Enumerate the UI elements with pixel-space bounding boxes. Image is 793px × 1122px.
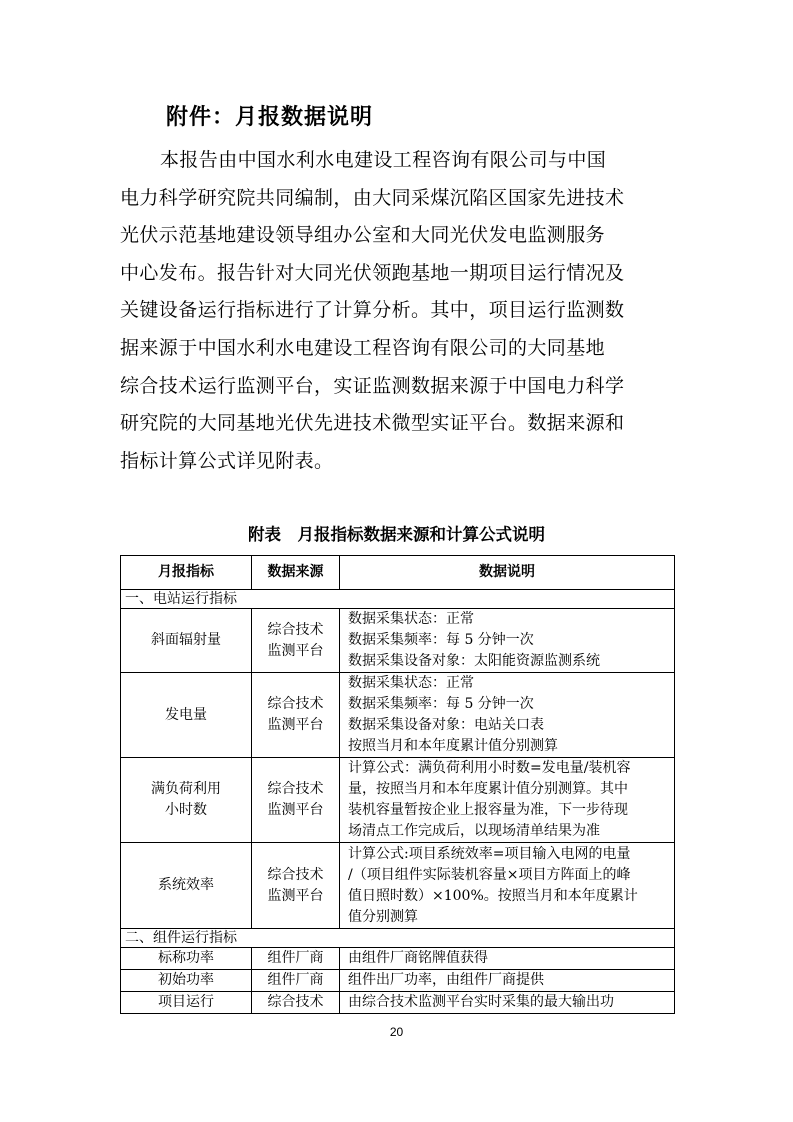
- table-title: 附表 月报指标数据来源和计算公式说明: [248, 525, 545, 544]
- table-header-row: [121, 556, 675, 590]
- source-cell: 综合技术: [252, 992, 340, 1014]
- indicator-cell: 初始功率: [121, 970, 252, 992]
- appendix-heading: 附件：月报数据说明: [166, 105, 374, 130]
- indicator-cell: 项目运行: [121, 992, 252, 1014]
- page-number: 20: [389, 1025, 404, 1039]
- table-row: [121, 970, 675, 992]
- paragraph-line: 研究院的大同基地光伏先进技术微型实证平台。数据来源和: [120, 412, 625, 435]
- indicator-cell: 发电量: [121, 673, 252, 758]
- indicator-cell: 斜面辐射量: [121, 609, 252, 673]
- description-cell: 数据采集状态：正常 数据采集频率：每 5 分钟一次 数据采集设备对象：电站关口表 按照当月和本年度累计值分别测算: [340, 673, 675, 758]
- description-cell: 计算公式：满负荷利用小时数=发电量/装机容 量，按照当月和本年度累计值分别测算。其中 装机容量暂按企业上报容量为准，下一步待现 场清点工作完成后，以现场清单结果为准: [340, 758, 675, 843]
- source-cell: 综合技术 监测平台: [252, 673, 340, 758]
- description-cell: 由组件厂商铭牌值获得: [340, 948, 675, 970]
- description-cell: 计算公式:项目系统效率=项目输入电网的电量 /（项目组件实际装机容量×项目方阵面上的峰 值日照时数）×100%。按照当月和本年度累计 值分别测算: [340, 843, 675, 929]
- indicator-cell: 标称功率: [121, 948, 252, 970]
- paragraph-line: 电力科学研究院共同编制，由大同采煤沉陷区国家先进技术: [120, 186, 625, 209]
- table-row: [121, 673, 675, 758]
- paragraph-line: 光伏示范基地建设领导组办公室和大同光伏发电监测服务: [120, 224, 606, 247]
- section-row: [121, 590, 675, 609]
- source-cell: 综合技术 监测平台: [252, 843, 340, 929]
- description-cell: 由综合技术监测平台实时采集的最大输出功: [340, 992, 675, 1014]
- table-row: [121, 609, 675, 673]
- table-row: [121, 948, 675, 970]
- description-cell: 组件出厂功率，由组件厂商提供: [340, 970, 675, 992]
- table-row: [121, 843, 675, 929]
- source-cell: 综合技术 监测平台: [252, 609, 340, 673]
- source-cell: 综合技术 监测平台: [252, 758, 340, 843]
- source-cell: 组件厂商: [252, 970, 340, 992]
- section-row: [121, 929, 675, 948]
- header-indicator: 月报指标: [121, 556, 252, 590]
- table-row: [121, 758, 675, 843]
- table-row: [121, 992, 675, 1014]
- header-source: 数据来源: [252, 556, 340, 590]
- paragraph-line: 本报告由中国水利水电建设工程咨询有限公司与中国: [160, 149, 607, 171]
- indicator-table: [120, 555, 675, 1014]
- indicator-cell: 满负荷利用 小时数: [121, 758, 252, 843]
- intro-paragraph: [120, 142, 680, 480]
- source-cell: 组件厂商: [252, 948, 340, 970]
- section-title-station: 一、电站运行指标: [121, 590, 675, 609]
- paragraph-line: 综合技术运行监测平台，实证监测数据来源于中国电力科学: [120, 374, 625, 397]
- header-description: 数据说明: [340, 556, 675, 590]
- paragraph-line: 中心发布。报告针对大同光伏领跑基地一期项目运行情况及: [120, 261, 625, 284]
- paragraph-line: 指标计算公式详见附表。: [120, 449, 334, 472]
- section-title-module: 二、组件运行指标: [121, 929, 675, 948]
- paragraph-line: 据来源于中国水利水电建设工程咨询有限公司的大同基地: [120, 336, 606, 359]
- paragraph-line: 关键设备运行指标进行了计算分析。其中，项目运行监测数: [120, 299, 625, 322]
- description-cell: 数据采集状态：正常 数据采集频率：每 5 分钟一次 数据采集设备对象：太阳能资源监测系统: [340, 609, 675, 673]
- indicator-cell: 系统效率: [121, 843, 252, 929]
